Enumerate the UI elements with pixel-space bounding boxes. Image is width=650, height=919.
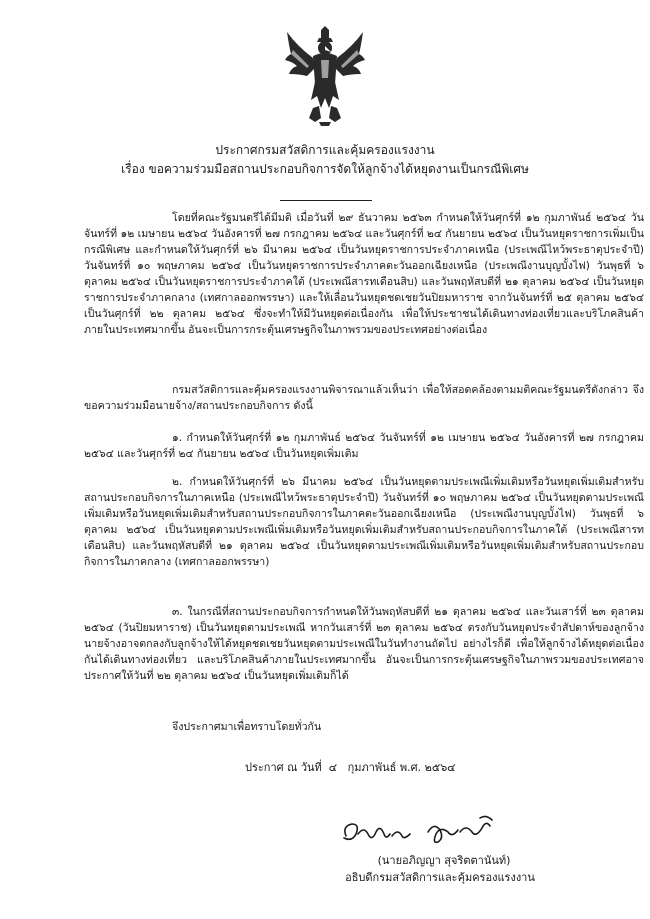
item-3-text: ๓. ในกรณีที่สถานประกอบกิจการกำหนดให้วันพฤหัสบดีที่ ๒๑ ตุลาคม ๒๕๖๔ และวันเสาร์ที่ ๒๓ ตุลาคม ๒๕๖๔ (วันปิยมหาราช) เป็นวันหยุดตามประเพณี หากวันเสาร์ที่ ๒๓ ตุลาคม ๒๕๖๔ ตรงกับวันหยุดประจำสัปดาห์ของลูกจ้าง นายจ้างอาจตกลงกับลูกจ้างให้ได้หยุดชดเชยวันหยุดตามประเพณีในวันทำงานถัดไป อย่างไรก็ดี เพื่อให้ลูกจ้างได้หยุดต่อเนื่องกันได้เดินทางท่องเที่ยว และบริโภคสินค้าภายในประเทศมากขึ้น อันจะเป็นการกระตุ้นเศรษฐกิจในภาพรวมของประเทศอาจประกาศให้วันที่ ๒๒ ตุลาคม ๒๕๖๔ เป็นวันหยุดเพิ่มเติมก็ได้ <box>84 606 644 682</box>
request-paragraph <box>84 382 644 414</box>
item-2-paragraph <box>84 474 644 570</box>
signer-title: อธิบดีกรมสวัสดิการและคุ้มครองแรงงาน <box>345 871 535 884</box>
intro-text: โดยที่คณะรัฐมนตรีได้มีมติ เมื่อวันที่ ๒๙ ธันวาคม ๒๕๖๓ กำหนดให้วันศุกร์ที่ ๑๒ กุมภาพันธ์ ๒๕๖๔ วันจันทร์ที่ ๑๒ เมษายน ๒๕๖๔ วันอังคารที่ ๒๗ กรกฎาคม ๒๕๖๔ และวันศุกร์ที่ ๒๔ กันยายน ๒๕๖๔ เป็นวันหยุดราชการเพิ่มเป็นกรณีพิเศษ และกำหนดให้วันศุกร์ที่ ๒๖ มีนาคม ๒๕๖๔ เป็นวันหยุดราชการประจำภาคเหนือ (ประเพณีไหว้พระธาตุประจำปี) วันจันทร์ที่ ๑๐ พฤษภาคม ๒๕๖๔ เป็นวันหยุดราชการประจำภาคตะวันออกเฉียงเหนือ (ประเพณีงานบุญบั้งไฟ) วันพุธที่ ๖ ตุลาคม ๒๕๖๔ เป็นวันหยุดราชการประจำภาคใต้ (ประเพณีสารทเดือนสิบ) และวันพฤหัสบดีที่ ๒๑ ตุลาคม ๒๕๖๔ เป็นวันหยุดราชการประจำภาคกลาง (เทศกาลออกพรรษา) และให้เลื่อนวันหยุดชดเชยวันปิยมหาราช จากวันจันทร์ที่ ๒๕ ตุลาคม ๒๕๖๔ เป็นวันศุกร์ที่ ๒๒ ตุลาคม ๒๕๖๔ ซึ่งจะทำให้มีวันหยุดต่อเนื่องกัน เพื่อให้ประชาชนได้เดินทางท่องเที่ยวและบริโภคสินค้าภายในประเทศมากขึ้น อันจะเป็นการกระตุ้นเศรษฐกิจในภาพรวมของประเทศอย่างต่อเนื่อง <box>84 212 644 336</box>
intro-paragraph <box>84 210 644 338</box>
item-1-text: ๑. กำหนดให้วันศุกร์ที่ ๑๒ กุมภาพันธ์ ๒๕๖๔ วันจันทร์ที่ ๑๒ เมษายน ๒๕๖๔ วันอังคารที่ ๒๗ กรกฎาคม ๒๕๖๔ และวันศุกร์ที่ ๒๔ กันยายน ๒๕๖๔ เป็นวันหยุดเพิ่มเติม <box>84 432 644 460</box>
closing-text: จึงประกาศมาเพื่อทราบโดยทั่วกัน <box>172 721 322 733</box>
item-2-text: ๒. กำหนดให้วันศุกร์ที่ ๒๖ มีนาคม ๒๕๖๔ เป็นวันหยุดตามประเพณีเพิ่มเติมหรือวันหยุดเพิ่มเติมสำหรับสถานประกอบกิจการในภาคเหนือ (ประเพณีไหว้พระธาตุประจำปี) วันจันทร์ที่ ๑๐ พฤษภาคม ๒๕๖๔ เป็นวันหยุดตามประเพณีเพิ่มเติมหรือวันหยุดเพิ่มเติมสำหรับสถานประกอบกิจการในภาคตะวันออกเฉียงเหนือ (ประเพณีงานบุญบั้งไฟ) วันพุธที่ ๖ ตุลาคม ๒๕๖๔ เป็นวันหยุดตามประเพณีเพิ่มเติมหรือวันหยุดเพิ่มเติมสำหรับสถานประกอบกิจการในภาคใต้ (ประเพณีสารทเดือนสิบ) และวันพฤหัสบดีที่ ๒๑ ตุลาคม ๒๕๖๔ เป็นวันหยุดตามประเพณีเพิ่มเติมหรือวันหยุดเพิ่มเติมสำหรับสถานประกอบกิจการในภาคกลาง (เทศกาลออกพรรษา) <box>84 476 644 568</box>
signer-name: (นายอภิญญา สุจริตตานันท์) <box>377 854 511 867</box>
heading-divider <box>280 200 372 201</box>
request-text: กรมสวัสดิการและคุ้มครองแรงงานพิจารณาแล้วเห็นว่า เพื่อให้สอดคล้องตามมติคณะรัฐมนตรีดังกล่าว จึงขอความร่วมมือนายจ้าง/สถานประกอบกิจการ ดังนี้ <box>84 384 644 412</box>
garuda-emblem-icon <box>285 26 365 126</box>
issuer-heading: ประกาศกรมสวัสดิการและคุ้มครองแรงงาน <box>215 143 435 157</box>
closing-paragraph <box>84 719 644 735</box>
announcement-date: ประกาศ ณ วันที่ ๔ กุมภาพันธ์ พ.ศ. ๒๕๖๔ <box>245 761 456 774</box>
subject-heading: เรื่อง ขอความร่วมมือสถานประกอบกิจการจัดให้ลูกจ้างได้หยุดงานเป็นกรณีพิเศษ <box>121 162 529 176</box>
handwritten-signature <box>340 812 500 852</box>
item-3-paragraph <box>84 604 644 684</box>
item-1-paragraph <box>84 430 644 462</box>
